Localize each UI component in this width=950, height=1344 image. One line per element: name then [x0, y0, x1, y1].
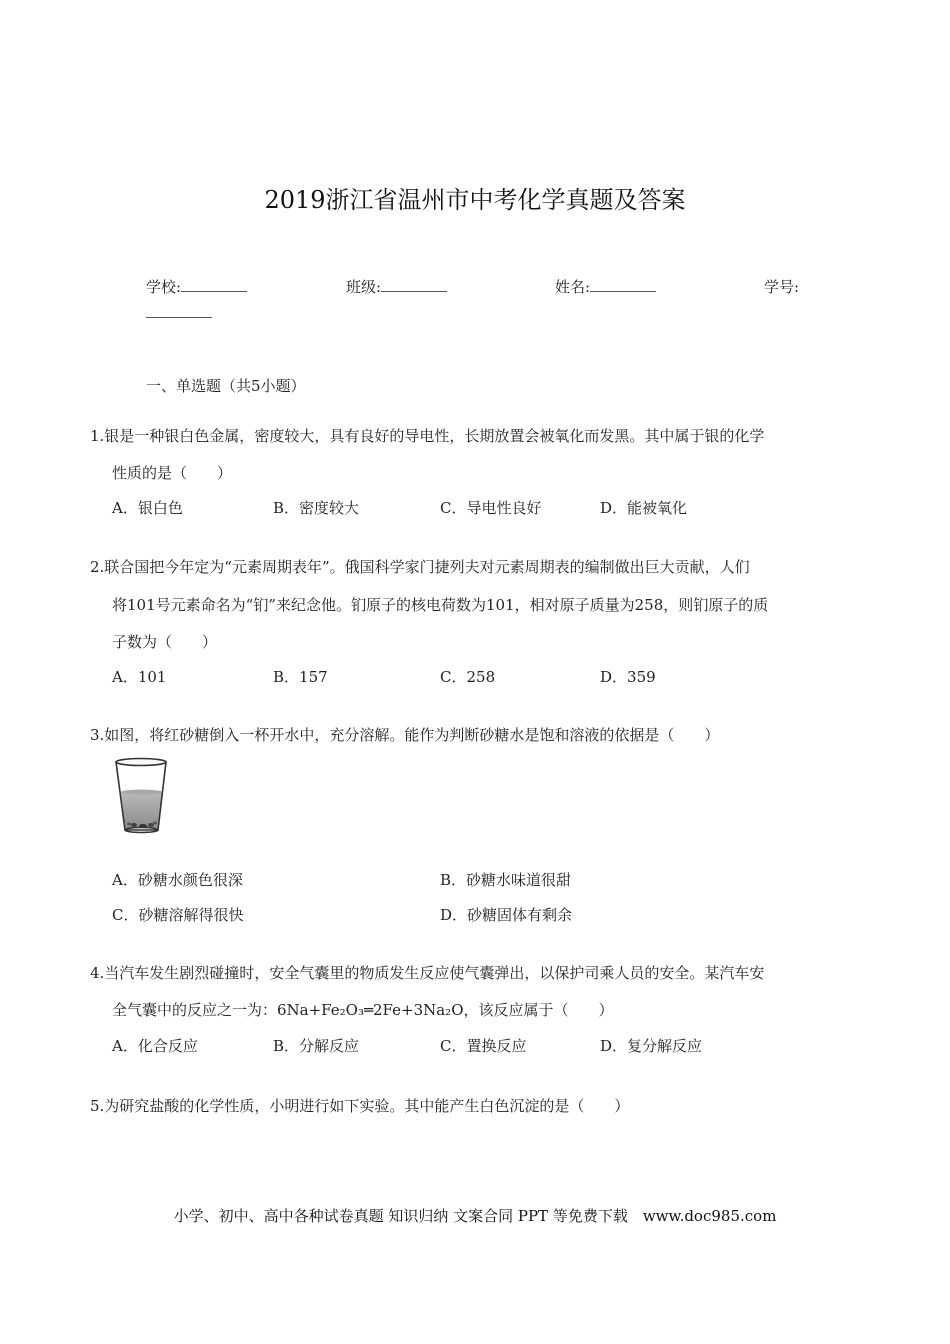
number-blank [146, 316, 212, 318]
section-heading: 一、单选题（共5小题） [146, 377, 306, 395]
question-2-option-b: B．157 [273, 668, 328, 686]
question-1-option-d: D．能被氧化 [600, 499, 688, 517]
name-blank [590, 277, 656, 292]
page-title: 2019浙江省温州市中考化学真题及答案 [264, 186, 686, 214]
question-2-line-1: 2.联合国把今年定为“元素周期表年”。俄国科学家门捷列夫对元素周期表的编制做出巨大贡献，人们 [90, 558, 750, 576]
question-2-option-c: C．258 [440, 668, 496, 686]
question-2-line-2: 将101号元素命名为“钔”来纪念他。钔原子的核电荷数为101，相对原子质量为258，则钔原子的质 [112, 596, 769, 614]
beaker-image [112, 756, 170, 836]
beaker-figure [112, 756, 170, 840]
question-4-option-a: A．化合反应 [112, 1037, 198, 1055]
number-field [764, 276, 799, 297]
number-label: 学号: [764, 278, 800, 296]
school-label: 学校: [146, 278, 182, 296]
question-1-option-c: C．导电性良好 [440, 499, 542, 517]
question-5-line-1: 5.为研究盐酸的化学性质，小明进行如下实验。其中能产生白色沉淀的是（ ） [90, 1097, 630, 1115]
question-4-option-c: C．置换反应 [440, 1037, 527, 1055]
question-1-line-2: 性质的是（ ） [112, 464, 233, 482]
class-blank [381, 277, 447, 292]
question-3-option-c: C．砂糖溶解得很快 [112, 906, 244, 924]
question-3-option-d: D．砂糖固体有剩余 [440, 906, 573, 924]
question-3-option-a: A．砂糖水颜色很深 [112, 871, 243, 889]
question-1-option-a: A．银白色 [112, 499, 183, 517]
question-4-line-1: 4.当汽车发生剧烈碰撞时，安全气囊里的物质发生反应使气囊弹出，以保护司乘人员的安全。某汽车安 [90, 964, 765, 982]
class-field [346, 276, 447, 297]
name-field [555, 276, 656, 297]
question-2-line-3: 子数为（ ） [112, 633, 218, 651]
school-blank [181, 277, 247, 292]
class-label: 班级: [346, 278, 382, 296]
school-field [146, 276, 247, 297]
page-footer: 小学、初中、高中各种试卷真题 知识归纳 文案合同 PPT 等免费下载 www.doc985.com [173, 1207, 777, 1225]
question-4-line-2: 全气囊中的反应之一为：6Na+Fe₂O₃═2Fe+3Na₂O，该反应属于（ ） [112, 1001, 614, 1019]
question-4-option-b: B．分解反应 [273, 1037, 360, 1055]
question-2-option-a: A．101 [112, 668, 167, 686]
question-4-option-d: D．复分解反应 [600, 1037, 703, 1055]
question-1-option-b: B．密度较大 [273, 499, 360, 517]
question-3-option-b: B．砂糖水味道很甜 [440, 871, 572, 889]
question-3-line-1: 3.如图，将红砂糖倒入一杯开水中，充分溶解。能作为判断砂糖水是饱和溶液的依据是（ ） [90, 726, 720, 744]
name-label: 姓名: [555, 278, 591, 296]
question-1-line-1: 1.银是一种银白色金属，密度较大，具有良好的导电性，长期放置会被氧化而发黑。其中属于银的化学 [90, 427, 765, 445]
question-2-option-d: D．359 [600, 668, 656, 686]
